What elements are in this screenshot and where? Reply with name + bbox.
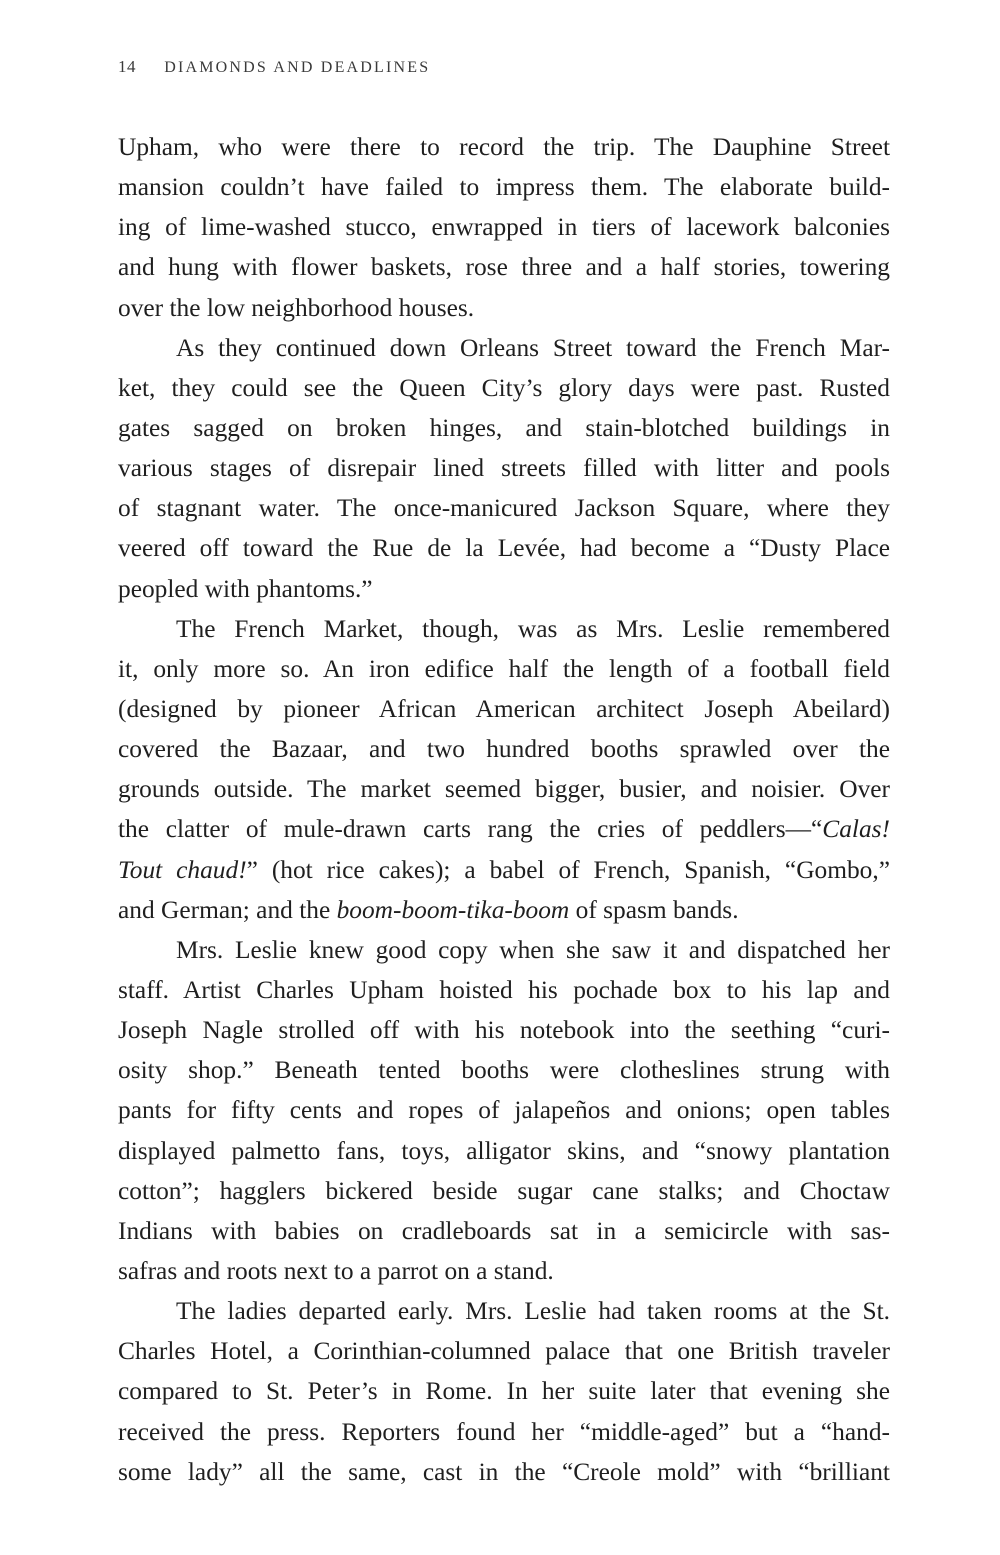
text-line: mansion couldn’t have failed to impress them. The elaborate build- bbox=[118, 173, 890, 202]
text-line bbox=[118, 809, 890, 849]
page-number: 14 bbox=[118, 57, 136, 76]
text-line: Indians with babies on cradleboards sat in a semicircle with sas- bbox=[118, 1216, 890, 1245]
text-line: ing of lime-washed stucco, enwrapped in tiers of lacework balconies bbox=[118, 213, 890, 242]
text-line: veered off toward the Rue de la Levée, had become a “Dusty Place bbox=[118, 534, 890, 563]
text-line: various stages of disrepair lined streets filled with litter and pools bbox=[118, 454, 890, 483]
italic-text-run: Calas! bbox=[822, 815, 890, 844]
text-run: the clatter of mule-drawn carts rang the cries of peddlers—“ bbox=[118, 815, 823, 844]
text-line: The ladies departed early. Mrs. Leslie had taken rooms at the St. bbox=[176, 1297, 890, 1326]
text-line: Upham, who were there to record the trip. The Dauphine Street bbox=[118, 133, 890, 161]
running-title: DIAMONDS AND DEADLINES bbox=[164, 59, 431, 76]
text-run: of spasm bands. bbox=[569, 895, 739, 924]
text-line: and hung with flower baskets, rose three and a half stories, towering bbox=[118, 253, 890, 282]
text-line: peopled with phantoms.” bbox=[118, 574, 373, 603]
running-head bbox=[118, 57, 430, 77]
text-line: cotton”; hagglers bickered beside sugar cane stalks; and Choctaw bbox=[118, 1176, 890, 1205]
text-line: compared to St. Peter’s in Rome. In her suite later that evening she bbox=[118, 1377, 890, 1406]
italic-text-run: boom-boom-tika-boom bbox=[336, 895, 570, 924]
text-line: received the press. Reporters found her “middle-aged” but a “hand- bbox=[118, 1417, 890, 1446]
text-line: As they continued down Orleans Street toward the French Mar- bbox=[176, 333, 890, 362]
text-line: (designed by pioneer African American architect Joseph Abeilard) bbox=[118, 694, 890, 723]
italic-text-run: Tout chaud! bbox=[118, 855, 247, 884]
text-line: of stagnant water. The once-manicured Jackson Square, where they bbox=[118, 494, 890, 523]
text-line: grounds outside. The market seemed bigger, busier, and noisier. Over bbox=[118, 775, 890, 804]
text-line bbox=[118, 890, 890, 930]
text-line: ket, they could see the Queen City’s glory days were past. Rusted bbox=[118, 373, 890, 402]
text-line: Joseph Nagle strolled off with his notebook into the seething “curi- bbox=[118, 1016, 890, 1045]
text-line: gates sagged on broken hinges, and stain-blotched buildings in bbox=[118, 413, 890, 442]
text-line: over the low neighborhood houses. bbox=[118, 293, 475, 322]
text-line: The French Market, though, was as Mrs. Leslie remembered bbox=[176, 614, 890, 643]
text-line: covered the Bazaar, and two hundred booths sprawled over the bbox=[118, 735, 890, 764]
text-line: displayed palmetto fans, toys, alligator skins, and “snowy plantation bbox=[118, 1136, 890, 1165]
text-line: osity shop.” Beneath tented booths were clotheslines strung with bbox=[118, 1056, 890, 1085]
text-line: staff. Artist Charles Upham hoisted his pochade box to his lap and bbox=[118, 975, 890, 1004]
text-line: pants for fifty cents and ropes of jalapeños and onions; open tables bbox=[118, 1096, 890, 1125]
text-line: safras and roots next to a parrot on a stand. bbox=[118, 1256, 554, 1285]
text-line: Charles Hotel, a Corinthian-columned palace that one British traveler bbox=[118, 1337, 890, 1366]
text-run: and German; and the bbox=[118, 895, 337, 924]
body-text bbox=[118, 127, 890, 1492]
text-line: some lady” all the same, cast in the “Creole mold” with “brilliant bbox=[118, 1457, 890, 1486]
text-line: it, only more so. An iron edifice half the length of a football field bbox=[118, 654, 890, 683]
text-line bbox=[118, 850, 890, 890]
text-line: Mrs. Leslie knew good copy when she saw it and dispatched her bbox=[176, 935, 890, 964]
text-run: ” (hot rice cakes); a babel of French, Spanish, “Gombo,” bbox=[246, 855, 890, 884]
